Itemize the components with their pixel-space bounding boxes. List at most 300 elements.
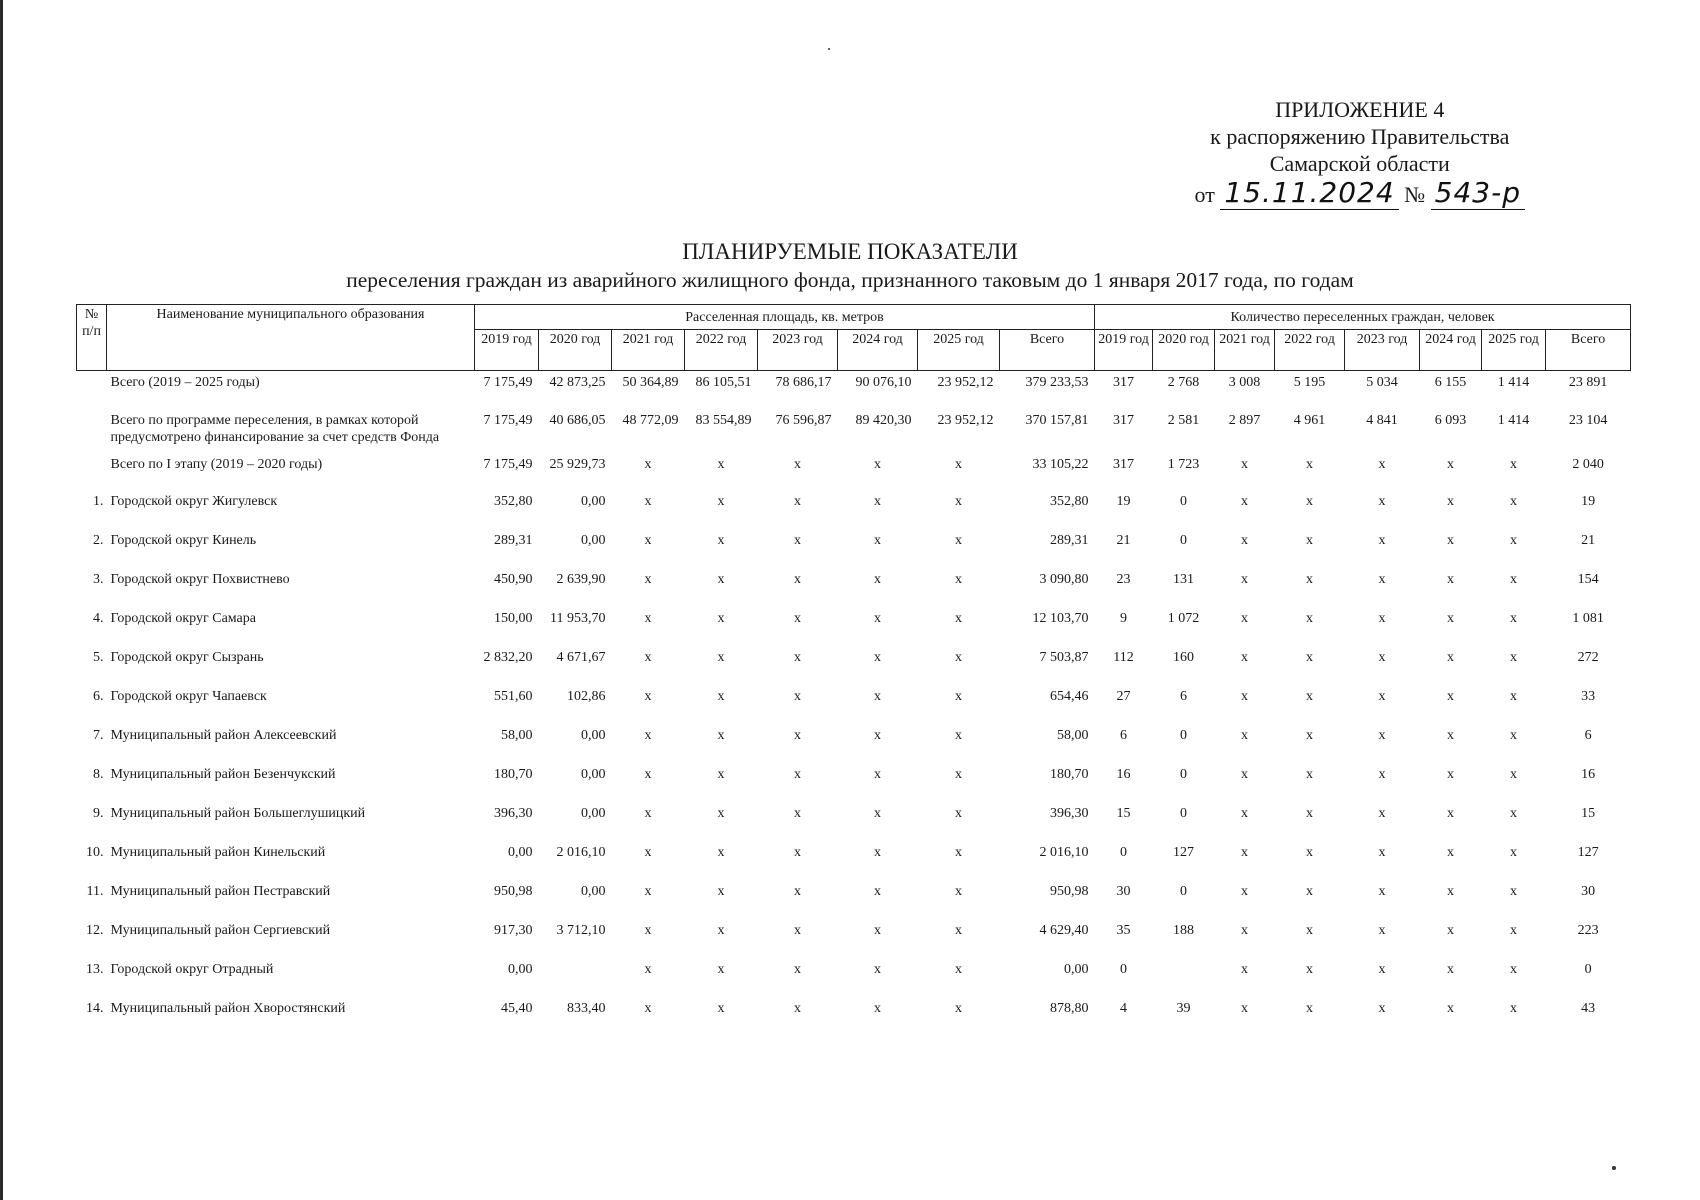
cell-people: 35 bbox=[1116, 922, 1131, 938]
cell-people: x bbox=[1378, 571, 1386, 587]
cell-people: 23 891 bbox=[1568, 375, 1608, 390]
cell-area: x bbox=[717, 456, 725, 472]
cell-area: x bbox=[794, 571, 801, 587]
cell-people: 5 195 bbox=[1293, 375, 1326, 390]
cell-area: x bbox=[955, 922, 962, 938]
cell-area: x bbox=[717, 688, 725, 704]
header-col-number: № п/п bbox=[77, 305, 107, 371]
cell-area: 551,60 bbox=[494, 688, 533, 704]
cell-people: 0 bbox=[1180, 727, 1188, 743]
cell-area: 0,00 bbox=[581, 727, 606, 743]
cell-people: 5 034 bbox=[1366, 375, 1398, 390]
cell-area: 3 712,10 bbox=[556, 922, 606, 938]
cell-area: 78 686,17 bbox=[775, 375, 832, 390]
cell-people bbox=[1153, 961, 1215, 1000]
cell-area: x bbox=[717, 532, 725, 548]
cell-area: x bbox=[955, 493, 962, 509]
cell-people: 43 bbox=[1581, 1000, 1596, 1016]
cell-people: x bbox=[1378, 922, 1386, 938]
cell-area: 0,00 bbox=[581, 493, 606, 509]
cell-area: x bbox=[794, 961, 801, 977]
cell-area: x bbox=[955, 571, 962, 587]
header-year-area: 2020 год bbox=[539, 330, 612, 371]
cell-people: x bbox=[1241, 1000, 1249, 1016]
date-prefix: от bbox=[1194, 182, 1215, 207]
cell-area: 50 364,89 bbox=[622, 375, 679, 390]
cell-people: 16 bbox=[1581, 766, 1596, 782]
cell-people: x bbox=[1241, 649, 1249, 665]
row-name: Городской округ Отрадный bbox=[110, 961, 274, 977]
cell-area: x bbox=[794, 688, 801, 704]
cell-area: x bbox=[955, 532, 962, 548]
cell-people: 4 961 bbox=[1293, 412, 1326, 428]
number-prefix: № bbox=[1404, 182, 1426, 207]
cell-area: 878,80 bbox=[1050, 1000, 1089, 1016]
cell-area: x bbox=[644, 766, 652, 782]
cell-area bbox=[539, 961, 612, 1000]
cell-people: x bbox=[1510, 805, 1518, 821]
cell-people: x bbox=[1510, 532, 1518, 548]
cell-people: 6 093 bbox=[1434, 412, 1467, 428]
cell-people: x bbox=[1510, 727, 1518, 743]
cell-people: 15 bbox=[1581, 805, 1596, 821]
cell-people: 2 897 bbox=[1228, 412, 1261, 428]
cell-people: 30 bbox=[1116, 883, 1131, 899]
row-number: 1. bbox=[93, 493, 104, 509]
header-year-area: 2022 год bbox=[685, 330, 758, 371]
cell-area: x bbox=[644, 961, 652, 977]
cell-people: x bbox=[1306, 493, 1314, 509]
cell-area: x bbox=[874, 922, 881, 938]
cell-people: 272 bbox=[1577, 649, 1599, 665]
cell-area: x bbox=[717, 766, 725, 782]
cell-area: x bbox=[874, 844, 881, 860]
cell-area: x bbox=[955, 961, 962, 977]
row-name: Муниципальный район Хворостянский bbox=[110, 1000, 346, 1016]
row-name: Городской округ Сызрань bbox=[110, 649, 264, 665]
cell-area: 33 105,22 bbox=[1032, 456, 1089, 472]
header-year-area: Всего bbox=[1000, 330, 1095, 371]
cell-area: x bbox=[644, 844, 652, 860]
cell-area: 58,00 bbox=[1057, 727, 1089, 743]
cell-area: x bbox=[874, 571, 881, 587]
cell-area: 352,80 bbox=[1050, 493, 1089, 509]
table-row bbox=[77, 610, 1631, 649]
cell-people: 1 081 bbox=[1572, 610, 1604, 626]
row-name: Муниципальный район Сергиевский bbox=[110, 922, 331, 938]
row-name: Муниципальный район Алексеевский bbox=[110, 727, 337, 743]
cell-people: x bbox=[1306, 688, 1314, 704]
cell-area: 289,31 bbox=[1050, 532, 1089, 548]
cell-area: 12 103,70 bbox=[1032, 610, 1089, 626]
cell-people: x bbox=[1510, 649, 1518, 665]
cell-people: x bbox=[1306, 571, 1314, 587]
cell-area: x bbox=[644, 688, 652, 704]
header-year-people: 2021 год bbox=[1215, 330, 1275, 371]
cell-area: x bbox=[717, 649, 725, 665]
cell-people: x bbox=[1510, 961, 1518, 977]
cell-people: 27 bbox=[1116, 688, 1131, 704]
cell-people: x bbox=[1510, 456, 1518, 472]
header-group-people: Количество переселенных граждан, человек bbox=[1095, 305, 1631, 330]
cell-people: x bbox=[1241, 610, 1249, 626]
cell-people: x bbox=[1510, 610, 1518, 626]
total-row bbox=[77, 453, 1631, 493]
cell-people: x bbox=[1510, 688, 1518, 704]
cell-people: x bbox=[1447, 727, 1455, 743]
cell-area: 25 929,73 bbox=[549, 456, 606, 472]
cell-people: x bbox=[1447, 688, 1455, 704]
cell-area: x bbox=[955, 649, 962, 665]
row-name: Городской округ Самара bbox=[110, 610, 256, 626]
cell-people: 23 104 bbox=[1568, 412, 1608, 428]
cell-area: 2 832,20 bbox=[483, 649, 533, 665]
cell-people: x bbox=[1241, 727, 1249, 743]
cell-people: x bbox=[1510, 571, 1518, 587]
cell-area: x bbox=[874, 961, 881, 977]
cell-people: 2 581 bbox=[1167, 412, 1200, 428]
cell-area: 7 175,49 bbox=[483, 412, 533, 428]
table-row bbox=[77, 688, 1631, 727]
row-number bbox=[77, 371, 107, 409]
cell-area: 450,90 bbox=[494, 571, 533, 587]
cell-area: x bbox=[794, 610, 801, 626]
cell-people: x bbox=[1447, 1000, 1455, 1016]
table-row bbox=[77, 922, 1631, 961]
cell-area: 89 420,30 bbox=[855, 412, 912, 428]
cell-people: 39 bbox=[1176, 1000, 1191, 1016]
cell-area: 379 233,53 bbox=[1025, 375, 1089, 390]
cell-area: 150,00 bbox=[494, 610, 533, 626]
row-name: Городской округ Похвистнево bbox=[110, 571, 290, 587]
header-year-area: 2025 год bbox=[918, 330, 1000, 371]
cell-people: x bbox=[1241, 688, 1249, 704]
cell-people: 9 bbox=[1120, 610, 1128, 626]
cell-people: x bbox=[1241, 532, 1249, 548]
cell-area: x bbox=[874, 456, 881, 472]
cell-area: 0,00 bbox=[581, 805, 606, 821]
cell-area: 58,00 bbox=[501, 727, 533, 743]
table-row bbox=[77, 805, 1631, 844]
header-year-people: 2023 год bbox=[1345, 330, 1420, 371]
cell-people: x bbox=[1241, 844, 1249, 860]
cell-area: x bbox=[717, 883, 725, 899]
cell-people: x bbox=[1306, 727, 1314, 743]
cell-people: x bbox=[1378, 532, 1386, 548]
cell-people: x bbox=[1241, 456, 1249, 472]
cell-people: x bbox=[1447, 610, 1455, 626]
cell-people: x bbox=[1510, 844, 1518, 860]
cell-area: 7 175,49 bbox=[483, 456, 533, 472]
cell-area: x bbox=[644, 805, 652, 821]
cell-area: 396,30 bbox=[494, 805, 533, 821]
header-year-area: 2019 год bbox=[475, 330, 539, 371]
cell-people: x bbox=[1447, 766, 1455, 782]
cell-area: 0,00 bbox=[581, 532, 606, 548]
cell-area: x bbox=[874, 766, 881, 782]
table-row bbox=[77, 727, 1631, 766]
cell-people: x bbox=[1378, 961, 1386, 977]
appendix-title: ПРИЛОЖЕНИЕ 4 bbox=[1275, 97, 1445, 122]
cell-area: 833,40 bbox=[567, 1000, 606, 1016]
cell-people: x bbox=[1510, 493, 1518, 509]
cell-area: x bbox=[644, 532, 652, 548]
cell-area: 45,40 bbox=[501, 1000, 533, 1016]
cell-people: x bbox=[1510, 883, 1518, 899]
cell-people: x bbox=[1241, 766, 1249, 782]
cell-area: 48 772,09 bbox=[622, 412, 679, 428]
title-main: ПЛАНИРУЕМЫЕ ПОКАЗАТЕЛИ bbox=[682, 239, 1018, 264]
cell-people: x bbox=[1378, 727, 1386, 743]
header-year-area: 2023 год bbox=[758, 330, 838, 371]
cell-area: x bbox=[955, 805, 962, 821]
cell-people: x bbox=[1447, 805, 1455, 821]
cell-people: x bbox=[1510, 1000, 1518, 1016]
header-year-people: 2020 год bbox=[1153, 330, 1215, 371]
cell-area: 2 016,10 bbox=[1039, 844, 1089, 860]
appendix-block bbox=[1195, 96, 1525, 208]
row-number: 4. bbox=[93, 610, 104, 626]
cell-people: 0 bbox=[1120, 844, 1128, 860]
cell-people: 6 bbox=[1120, 727, 1128, 743]
cell-area: x bbox=[644, 883, 652, 899]
header-year-area: 2024 год bbox=[838, 330, 918, 371]
cell-people: x bbox=[1306, 844, 1314, 860]
cell-area: 289,31 bbox=[494, 532, 533, 548]
row-number: 10. bbox=[86, 844, 104, 860]
cell-people: 0 bbox=[1180, 805, 1188, 821]
row-name: Муниципальный район Пестравский bbox=[110, 883, 331, 899]
cell-people: 21 bbox=[1116, 532, 1131, 548]
table-row bbox=[77, 883, 1631, 922]
cell-area: x bbox=[955, 456, 962, 472]
cell-people: 2 040 bbox=[1572, 456, 1604, 472]
cell-area: 2 639,90 bbox=[556, 571, 606, 587]
cell-people: x bbox=[1378, 493, 1386, 509]
row-number bbox=[77, 409, 107, 453]
scan-speck bbox=[1612, 1166, 1616, 1170]
cell-area: 40 686,05 bbox=[549, 412, 606, 428]
row-name: Муниципальный район Большеглушицкий bbox=[110, 805, 366, 821]
cell-area: x bbox=[794, 844, 801, 860]
row-number bbox=[77, 453, 107, 493]
cell-people: x bbox=[1241, 805, 1249, 821]
cell-area: x bbox=[794, 456, 801, 472]
cell-area: 0,00 bbox=[508, 961, 533, 977]
cell-people: 4 841 bbox=[1366, 412, 1398, 428]
cell-area: 180,70 bbox=[494, 766, 533, 782]
cell-people: x bbox=[1378, 456, 1386, 472]
table-body bbox=[77, 371, 1631, 1039]
cell-people: 4 bbox=[1120, 1000, 1128, 1016]
cell-people: x bbox=[1378, 766, 1386, 782]
table-row bbox=[77, 532, 1631, 571]
cell-people: x bbox=[1378, 844, 1386, 860]
cell-area: x bbox=[794, 805, 801, 821]
cell-area: x bbox=[874, 532, 881, 548]
cell-area: 4 629,40 bbox=[1039, 922, 1089, 938]
cell-people: 2 768 bbox=[1167, 375, 1200, 390]
cell-people: 6 bbox=[1180, 688, 1188, 704]
cell-area: 7 175,49 bbox=[483, 375, 533, 390]
cell-people: x bbox=[1378, 649, 1386, 665]
cell-area: 180,70 bbox=[1050, 766, 1089, 782]
total-row bbox=[77, 409, 1631, 453]
row-name: Всего по I этапу (2019 – 2020 годы) bbox=[110, 456, 323, 472]
cell-area: 0,00 bbox=[581, 766, 606, 782]
cell-area: x bbox=[955, 610, 962, 626]
cell-area: x bbox=[955, 1000, 962, 1016]
table-row bbox=[77, 766, 1631, 805]
header-year-people: Всего bbox=[1546, 330, 1631, 371]
cell-area: x bbox=[794, 883, 801, 899]
cell-area: x bbox=[794, 766, 801, 782]
cell-area: x bbox=[644, 727, 652, 743]
cell-people: x bbox=[1378, 688, 1386, 704]
cell-people: x bbox=[1306, 805, 1314, 821]
table-row bbox=[77, 1000, 1631, 1039]
cell-people: 21 bbox=[1581, 532, 1596, 548]
cell-people: 1 414 bbox=[1497, 412, 1530, 428]
cell-people: 317 bbox=[1113, 375, 1135, 390]
cell-people: 154 bbox=[1577, 571, 1599, 587]
cell-people: x bbox=[1447, 844, 1455, 860]
cell-area: x bbox=[644, 1000, 652, 1016]
cell-people: 0 bbox=[1120, 961, 1128, 977]
cell-people: 112 bbox=[1113, 649, 1134, 665]
cell-area: 76 596,87 bbox=[775, 412, 832, 428]
header-year-area: 2021 год bbox=[612, 330, 685, 371]
cell-area: x bbox=[717, 922, 725, 938]
cell-people: x bbox=[1447, 961, 1455, 977]
cell-people: x bbox=[1306, 922, 1314, 938]
cell-people: x bbox=[1306, 532, 1314, 548]
cell-people: x bbox=[1447, 571, 1455, 587]
cell-people: 0 bbox=[1180, 883, 1188, 899]
cell-people: 1 072 bbox=[1167, 610, 1200, 626]
cell-area: 90 076,10 bbox=[855, 375, 912, 390]
cell-area: 7 503,87 bbox=[1039, 649, 1089, 665]
header-group-area: Расселенная площадь, кв. метров bbox=[475, 305, 1095, 330]
cell-area: 0,00 bbox=[508, 844, 533, 860]
cell-people: x bbox=[1306, 961, 1314, 977]
cell-area: 0,00 bbox=[1064, 961, 1089, 977]
row-number: 14. bbox=[86, 1000, 104, 1016]
cell-people: x bbox=[1378, 610, 1386, 626]
cell-people: x bbox=[1447, 922, 1455, 938]
cell-people: 3 008 bbox=[1228, 375, 1261, 390]
scan-speck bbox=[828, 48, 830, 50]
cell-area: x bbox=[717, 610, 725, 626]
cell-people: 1 723 bbox=[1167, 456, 1200, 472]
cell-people: 188 bbox=[1173, 922, 1195, 938]
cell-area: 370 157,81 bbox=[1025, 412, 1089, 428]
cell-area: 23 952,12 bbox=[937, 375, 994, 390]
cell-people: 160 bbox=[1173, 649, 1195, 665]
cell-area: 42 873,25 bbox=[549, 375, 606, 390]
cell-area: 950,98 bbox=[1050, 883, 1089, 899]
appendix-line-2: к распоряжению Правительства bbox=[1210, 124, 1510, 149]
header-year-people: 2022 год bbox=[1275, 330, 1345, 371]
header-year-people: 2019 год bbox=[1095, 330, 1153, 371]
cell-area: x bbox=[874, 649, 881, 665]
cell-area: 23 952,12 bbox=[937, 412, 994, 428]
cell-area: x bbox=[955, 766, 962, 782]
appendix-date-line bbox=[1194, 176, 1525, 209]
cell-area: x bbox=[717, 493, 725, 509]
cell-area: x bbox=[874, 883, 881, 899]
row-name: Всего (2019 – 2025 годы) bbox=[110, 375, 260, 390]
cell-people: 15 bbox=[1116, 805, 1131, 821]
cell-area: 11 953,70 bbox=[550, 610, 606, 626]
scan-left-border bbox=[0, 0, 3, 1200]
cell-people: 19 bbox=[1116, 493, 1131, 509]
cell-area: x bbox=[874, 805, 881, 821]
cell-area: x bbox=[874, 727, 881, 743]
table-row bbox=[77, 844, 1631, 883]
cell-people: x bbox=[1510, 766, 1518, 782]
cell-people: x bbox=[1447, 493, 1455, 509]
cell-area: x bbox=[955, 883, 962, 899]
cell-area: x bbox=[644, 649, 652, 665]
cell-area: x bbox=[794, 922, 801, 938]
cell-area: x bbox=[717, 727, 725, 743]
cell-people: x bbox=[1447, 883, 1455, 899]
row-number: 9. bbox=[93, 805, 104, 821]
cell-area: x bbox=[794, 727, 801, 743]
row-number: 8. bbox=[93, 766, 104, 782]
header-year-people: 2025 год bbox=[1482, 330, 1546, 371]
row-name: Городской округ Чапаевск bbox=[110, 688, 267, 704]
cell-area: x bbox=[955, 844, 962, 860]
cell-people: 317 bbox=[1113, 456, 1135, 472]
cell-area: x bbox=[874, 688, 881, 704]
handwritten-number: 543-р bbox=[1431, 176, 1525, 210]
cell-people: x bbox=[1510, 922, 1518, 938]
cell-people: x bbox=[1306, 1000, 1314, 1016]
cell-area: x bbox=[644, 493, 652, 509]
cell-people: x bbox=[1378, 883, 1386, 899]
header-year-people: 2024 год bbox=[1420, 330, 1482, 371]
cell-area: x bbox=[874, 610, 881, 626]
cell-area: 396,30 bbox=[1050, 805, 1089, 821]
cell-people: 19 bbox=[1581, 493, 1596, 509]
cell-people: 0 bbox=[1584, 961, 1592, 977]
cell-area: 3 090,80 bbox=[1039, 571, 1089, 587]
title-sub: переселения граждан из аварийного жилищного фонда, признанного таковым до 1 января 2017 года, по годам bbox=[346, 268, 1354, 292]
cell-people: 0 bbox=[1180, 532, 1188, 548]
cell-people: 30 bbox=[1581, 883, 1596, 899]
cell-area: x bbox=[717, 1000, 725, 1016]
indicators-table bbox=[76, 304, 1631, 1039]
table-row bbox=[77, 961, 1631, 1000]
table-row bbox=[77, 649, 1631, 688]
row-number: 11. bbox=[86, 883, 104, 899]
row-number: 7. bbox=[93, 727, 104, 743]
cell-people: x bbox=[1378, 805, 1386, 821]
cell-area: x bbox=[644, 456, 652, 472]
table-row bbox=[77, 493, 1631, 532]
cell-area: 917,30 bbox=[494, 922, 533, 938]
header-col-name: Наименование муниципального образования bbox=[107, 305, 475, 371]
cell-people: x bbox=[1306, 766, 1314, 782]
cell-area: x bbox=[644, 922, 652, 938]
appendix-line-3: Самарской области bbox=[1269, 151, 1450, 176]
cell-people: 23 bbox=[1116, 571, 1131, 587]
cell-area: x bbox=[644, 571, 652, 587]
row-name: Муниципальный район Кинельский bbox=[110, 844, 326, 860]
cell-people: x bbox=[1241, 922, 1249, 938]
